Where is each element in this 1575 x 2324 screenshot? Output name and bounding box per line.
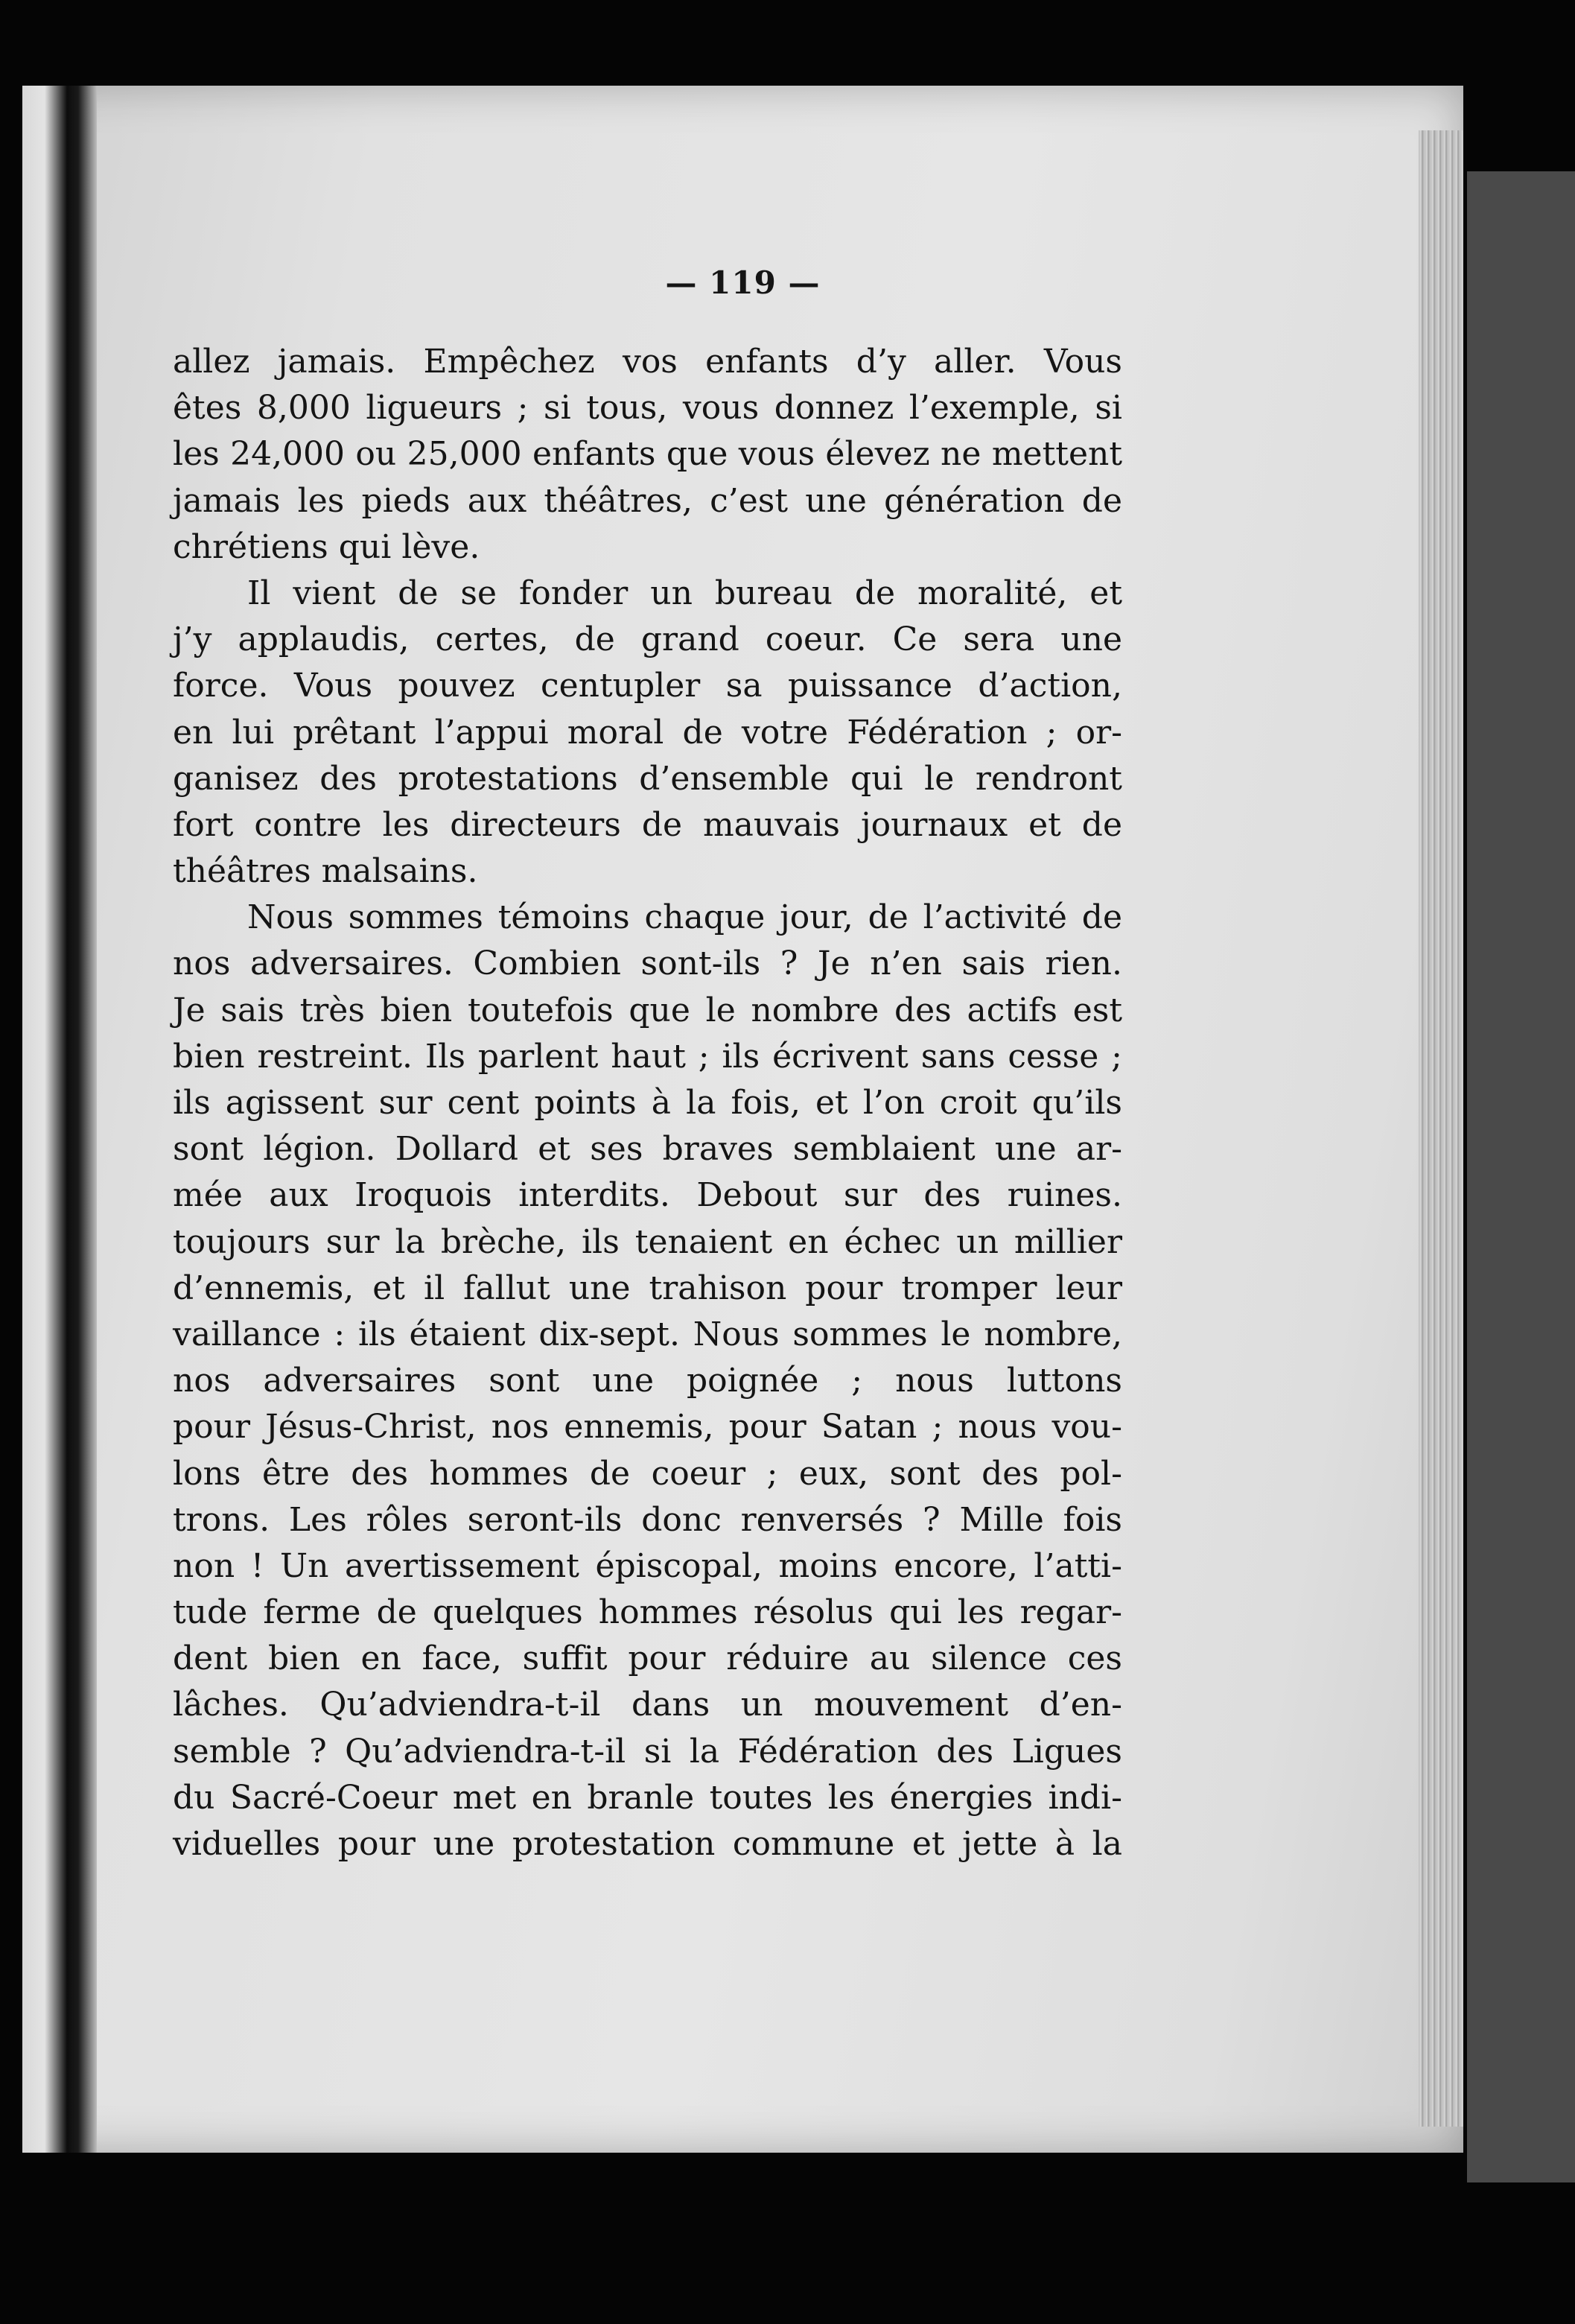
text-line: chrétiens qui lève. (173, 527, 480, 566)
text-line: trons. Les rôles seront-ils donc renversés ? Mille fois (173, 1500, 1122, 1539)
text-line: vaillance : ils étaient dix-sept. Nous sommes le nombre, (173, 1315, 1122, 1353)
text-line: en lui prêtant l’appui moral de votre Fédération ; or- (173, 713, 1122, 752)
text-line: sont légion. Dollard et ses braves semblaient une ar- (173, 1130, 1122, 1169)
text-line: toujours sur la brèche, ils tenaient en échec un millier (173, 1222, 1122, 1261)
text-line: force. Vous pouvez centupler sa puissance d’action, (173, 667, 1122, 705)
text-line: dent bien en face, suffit pour réduire au silence ces (173, 1639, 1122, 1678)
text-line: nos adversaires sont une poignée ; nous luttons (173, 1362, 1122, 1400)
text-line: semble ? Qu’adviendra-t-il si la Fédération des Ligues (173, 1732, 1122, 1771)
page-edges (1419, 130, 1463, 2127)
text-line: Nous sommes témoins chaque jour, de l’activité de (247, 898, 1122, 937)
text-line: théâtres malsains. (173, 852, 478, 891)
text-line: ganisez des protestations d’ensemble qui le rendront (173, 759, 1122, 798)
text-line: non ! Un avertissement épiscopal, moins encore, l’atti- (173, 1546, 1122, 1585)
text-line: ils agissent sur cent points à la fois, et l’on croit qu’ils (173, 1084, 1122, 1122)
text-line: tude ferme de quelques hommes résolus qui les regar- (173, 1593, 1122, 1632)
text-line: les 24,000 ou 25,000 enfants que vous élevez ne mettent (173, 435, 1122, 474)
text-line: nos adversaires. Combien sont-ils ? Je n’en sais rien. (173, 944, 1122, 983)
text-line: mée aux Iroquois interdits. Debout sur des ruines. (173, 1176, 1122, 1215)
text-line: d’ennemis, et il fallut une trahison pour tromper leur (173, 1269, 1122, 1307)
text-line: du Sacré-Coeur met en branle toutes les énergies indi- (173, 1778, 1122, 1817)
text-line: viduelles pour une protestation commune et jette à la (173, 1825, 1122, 1863)
text-line: jamais les pieds aux théâtres, c’est une génération de (173, 481, 1122, 520)
text-line: lâches. Qu’adviendra-t-il dans un mouvement d’en- (173, 1686, 1122, 1724)
text-line: pour Jésus-Christ, nos ennemis, pour Satan ; nous vou- (173, 1408, 1122, 1447)
text-line: bien restreint. Ils parlent haut ; ils écrivent sans cesse ; (173, 1037, 1122, 1076)
page-stack-shadow (1467, 171, 1575, 2182)
book-binding-gutter (22, 86, 97, 2153)
text-line: êtes 8,000 ligueurs ; si tous, vous donnez l’exemple, si (173, 389, 1122, 428)
page-number: — 119 — (665, 264, 821, 301)
body-text (173, 339, 1122, 1867)
text-line: allez jamais. Empêchez vos enfants d’y aller. Vous (173, 343, 1122, 381)
scanned-book-page (22, 86, 1463, 2153)
text-line: j’y applaudis, certes, de grand coeur. Ce sera une (173, 620, 1122, 659)
text-line: Je sais très bien toutefois que le nombre des actifs est (173, 991, 1122, 1029)
text-line: Il vient de se fonder un bureau de moralité, et (247, 574, 1122, 612)
text-line: lons être des hommes de coeur ; eux, sont des pol- (173, 1454, 1122, 1493)
text-line: fort contre les directeurs de mauvais journaux et de (173, 805, 1122, 844)
